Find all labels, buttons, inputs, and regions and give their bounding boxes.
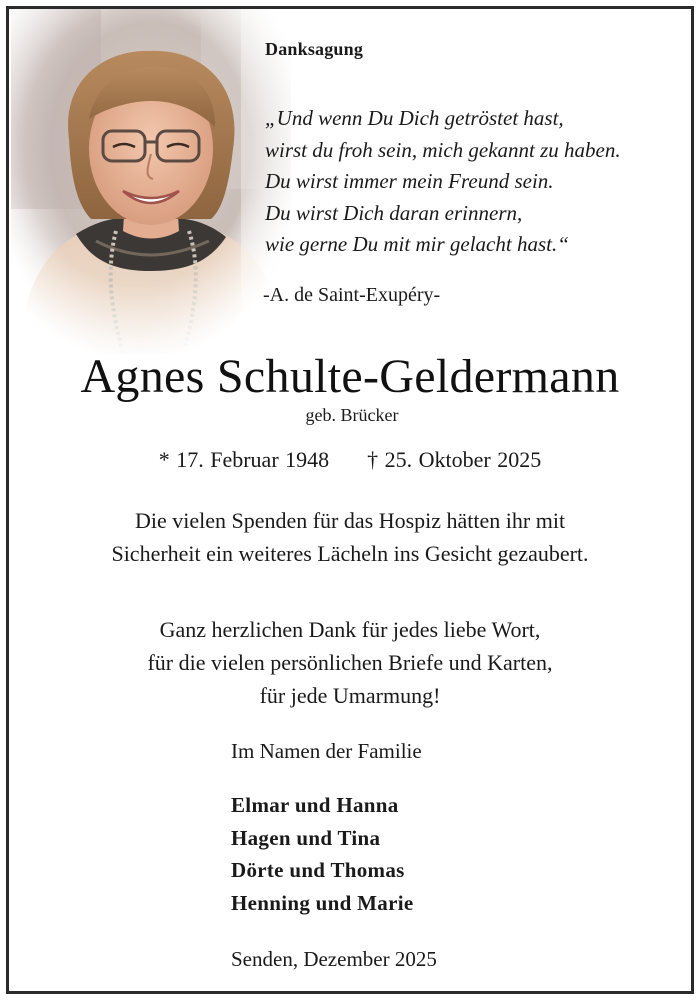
message-line: für die vielen persönlichen Briefe und Karten, (147, 650, 553, 675)
family-member: Hagen und Tina (231, 825, 381, 850)
family-member: Elmar und Hanna (231, 793, 399, 817)
message-line: für jede Umarmung! (259, 683, 441, 708)
maiden-name: geb. Brücker (305, 405, 399, 425)
thanks-message (9, 613, 691, 712)
heading-danksagung: Danksagung (265, 39, 364, 59)
poem-quote (265, 103, 621, 261)
message-line: Sicherheit ein weiteres Lächeln ins Gesicht gezaubert. (111, 541, 589, 566)
family-member: Dörte und Thomas (231, 858, 405, 882)
message-line: Die vielen Spenden für das Hospiz hätten ihr mit (134, 508, 566, 533)
birth-date: * 17. Februar 1948 (158, 447, 330, 472)
place-date: Senden, Dezember 2025 (231, 947, 437, 971)
poem-line: Du wirst Dich daran erinnern, (265, 200, 523, 225)
obituary-card (6, 6, 694, 994)
death-date: † 25. Oktober 2025 (367, 447, 542, 472)
poem-line: Du wirst immer mein Freund sein. (265, 169, 554, 193)
poem-author: -A. de Saint-Exupéry- (263, 284, 441, 306)
poem-line: wirst du froh sein, mich gekannt zu haben. (265, 137, 621, 162)
deceased-name: Agnes Schulte-Geldermann (80, 350, 620, 403)
family-members (231, 789, 413, 919)
donation-message (9, 504, 691, 570)
family-intro: Im Namen der Familie (231, 739, 422, 763)
poem-line: wie gerne Du mit mir gelacht hast.“ (265, 232, 569, 256)
family-member: Henning und Marie (231, 890, 414, 915)
life-dates (9, 447, 691, 473)
message-line: Ganz herzlichen Dank für jedes liebe Wort, (159, 617, 541, 642)
poem-line: „Und wenn Du Dich getröstet hast, (265, 106, 564, 130)
portrait-photo (11, 9, 291, 354)
